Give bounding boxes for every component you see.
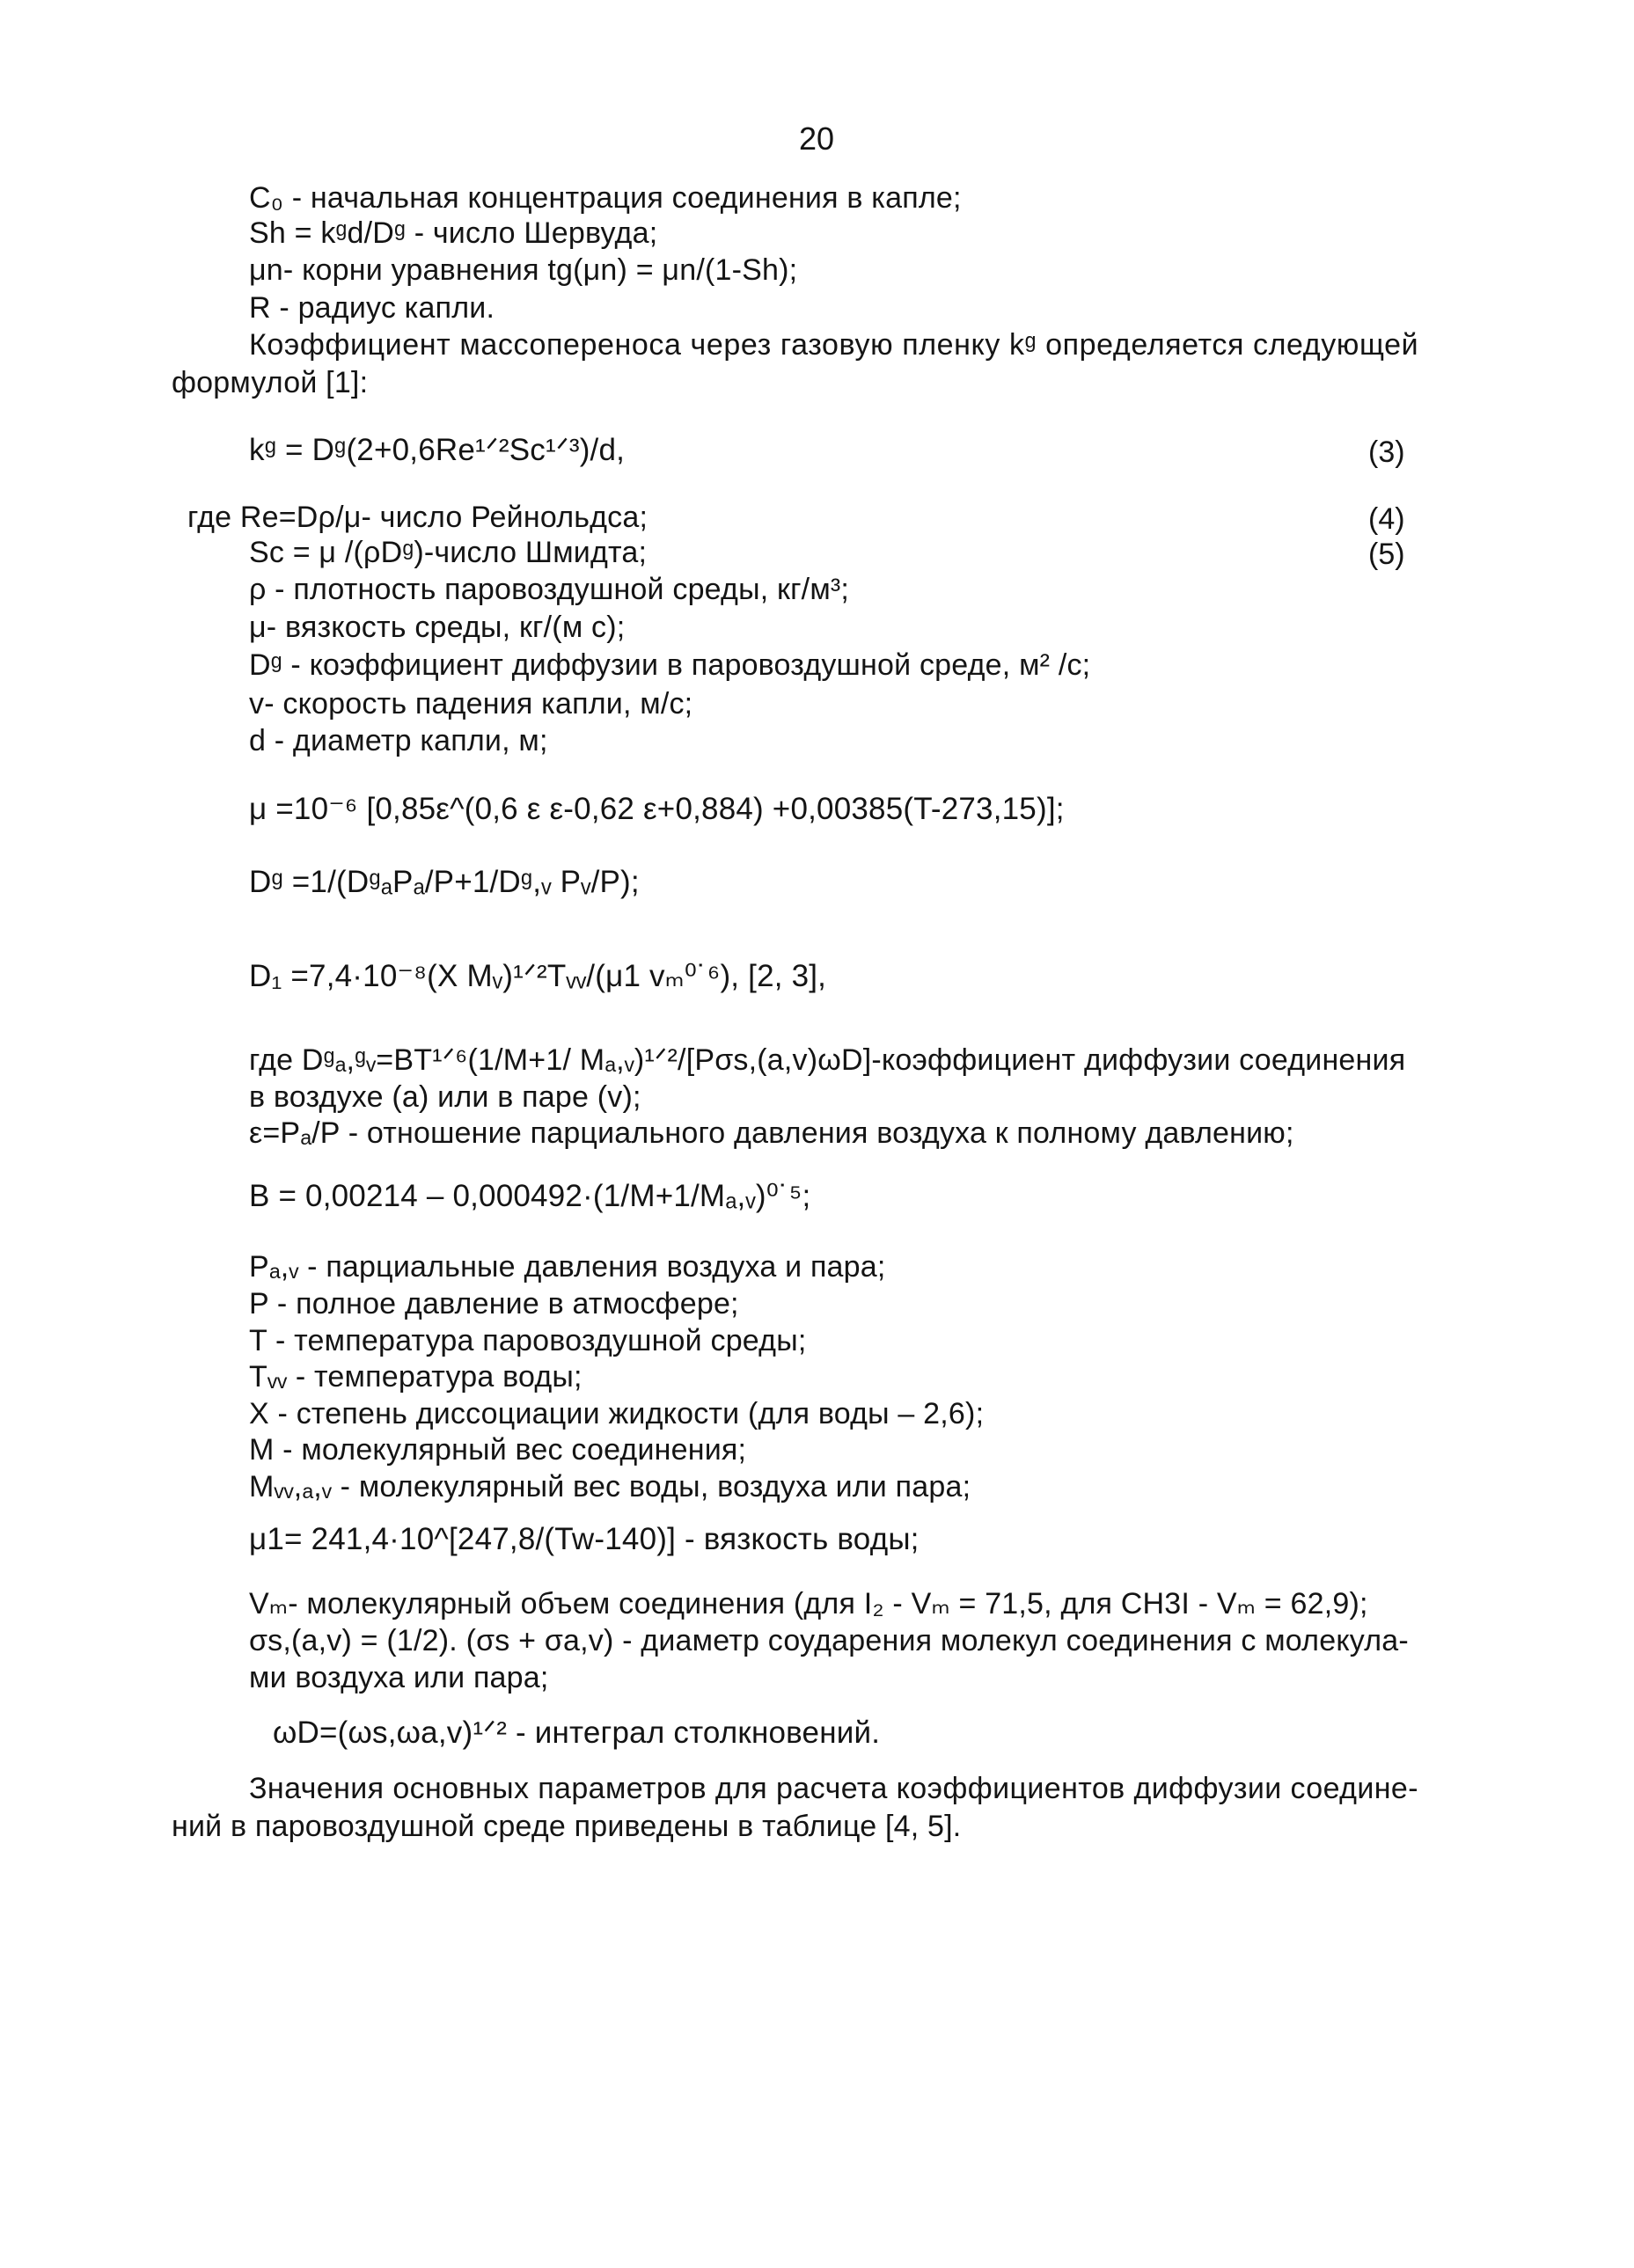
equation-number-5: (5) — [1368, 538, 1405, 571]
def-mwav: Mᵥᵥ,ₐ,ᵥ - молекулярный вес воды, воздуха или пара; — [249, 1470, 971, 1503]
where-dga-line2: в воздухе (a) или в паре (v); — [249, 1080, 641, 1114]
equation-number-4: (4) — [1368, 502, 1405, 536]
para-kg-line1: Коэффициент массопереноса через газовую пленку kᵍ определяется следующей — [249, 328, 1419, 362]
where-dga-line3: ε=Pₐ/P - отношение парциального давления воздуха к полному давлению; — [249, 1116, 1294, 1150]
def-sc: Sc = μ /(ρDᵍ)-число Шмидта; — [249, 536, 648, 569]
para-kg-line2: формулой [1]: — [172, 366, 369, 399]
formula-omega: ωD=(ωs,ωa,v)¹ᐟ² - интеграл столкновений. — [273, 1716, 881, 1750]
equation-number-3: (3) — [1368, 435, 1405, 469]
def-p: P - полное давление в атмосфере; — [249, 1287, 739, 1321]
def-x: X - степень диссоциации жидкости (для воды – 2,6); — [249, 1397, 985, 1430]
formula-mu1: μ1= 241,4·10^[247,8/(Tw-140)] - вязкость воды; — [249, 1522, 920, 1556]
formula-kg: kᵍ = Dᵍ(2+0,6Re¹ᐟ²Sc¹ᐟ³)/d, — [249, 433, 626, 467]
def-m: M - молекулярный вес соединения; — [249, 1433, 747, 1467]
where-dga-line1: где Dᵍₐ,ᵍᵥ=BT¹ᐟ⁶(1/M+1/ Mₐ,ᵥ)¹ᐟ²/[Pσs,(a,v)ωD]-коэффициент диффузии соединения — [249, 1043, 1406, 1077]
def-pav: Pₐ,ᵥ - парциальные давления воздуха и пара; — [249, 1250, 886, 1284]
def-mu: μ- вязкость среды, кг/(м с); — [249, 611, 626, 644]
def-c0: C₀ - начальная концентрация соединения в капле; — [249, 181, 962, 215]
def-d: d - диаметр капли, м; — [249, 724, 548, 757]
def-tw: Tᵥᵥ - температура воды; — [249, 1360, 583, 1394]
formula-d1: D₁ =7,4·10⁻⁸(X Mᵥ)¹ᐟ²Tᵥᵥ/(μ1 vₘ⁰˙⁶), [2, 3], — [249, 959, 827, 993]
def-sigma-line1: σs,(a,v) = (1/2). (σs + σa,v) - диаметр соударения молекул соединения с молекула- — [249, 1624, 1409, 1657]
closing-line2: ний в паровоздушной среде приведены в таблице [4, 5]. — [172, 1810, 962, 1843]
def-v: v- скорость падения капли, м/с; — [249, 687, 693, 721]
def-dg: Dᵍ - коэффициент диффузии в паровоздушной среде, м² /с; — [249, 648, 1091, 682]
def-sh: Sh = kᵍd/Dᵍ - число Шервуда; — [249, 216, 658, 250]
def-r: R - радиус капли. — [249, 291, 495, 325]
formula-mu: μ =10⁻⁶ [0,85ε^(0,6 ε ε-0,62 ε+0,884) +0,00385(T-273,15)]; — [249, 792, 1065, 826]
formula-b: B = 0,00214 – 0,000492·(1/M+1/Mₐ,ᵥ)⁰˙⁵; — [249, 1179, 811, 1213]
formula-dg: Dᵍ =1/(DᵍₐPₐ/P+1/Dᵍ,ᵥ Pᵥ/P); — [249, 865, 640, 899]
closing-line1: Значения основных параметров для расчета коэффициентов диффузии соедине- — [249, 1772, 1418, 1805]
def-vm: Vₘ- молекулярный объем соединения (для I₂ - Vₘ = 71,5, для CH3I - Vₘ = 62,9); — [249, 1587, 1368, 1621]
page-number: 20 — [799, 121, 835, 157]
def-mun: μn- корни уравнения tg(μn) = μn/(1-Sh); — [249, 253, 798, 287]
def-t: T - температура паровоздушной среды; — [249, 1324, 807, 1357]
def-rho: ρ - плотность паровоздушной среды, кг/м³; — [249, 573, 850, 606]
def-re: где Re=Dρ/μ- число Рейнольдса; — [187, 501, 648, 534]
def-sigma-line2: ми воздуха или пара; — [249, 1661, 549, 1694]
